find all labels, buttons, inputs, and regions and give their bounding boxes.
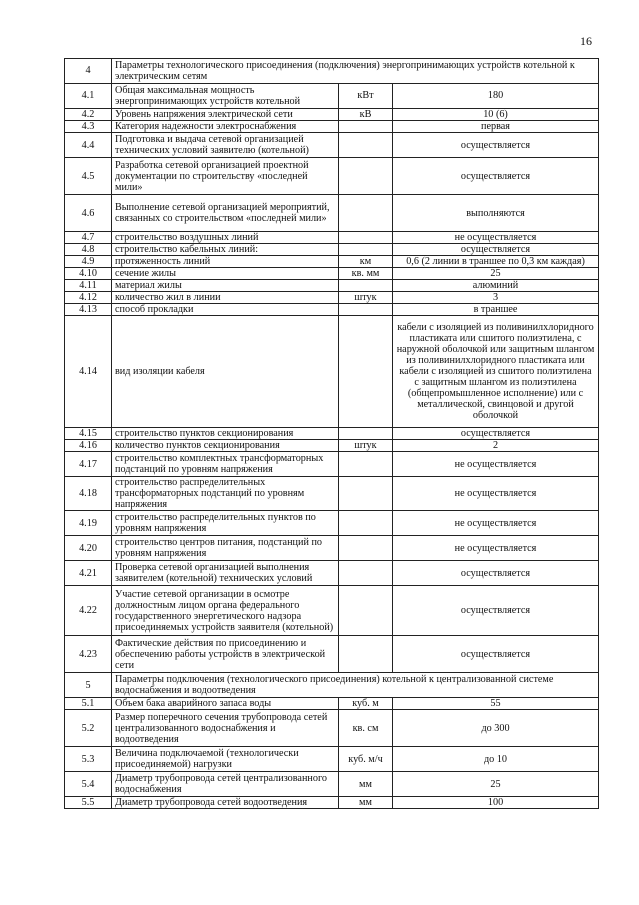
unit-of-measure (339, 195, 393, 232)
parameter-name: Категория надежности электроснабжения (112, 121, 339, 133)
table-row (65, 133, 599, 158)
page-number: 16 (580, 34, 592, 48)
parameter-value: осуществляется (393, 133, 599, 158)
parameter-value: осуществляется (393, 428, 599, 440)
row-number: 4.21 (65, 561, 112, 586)
row-number: 4.16 (65, 440, 112, 452)
row-number: 4.1 (65, 84, 112, 109)
parameter-name: Общая максимальная мощность энергопринимающих устройств котельной (112, 84, 339, 109)
table-row (65, 636, 599, 673)
unit-of-measure (339, 244, 393, 256)
parameter-name: вид изоляции кабеля (112, 316, 339, 428)
parameter-value: не осуществляется (393, 511, 599, 536)
parameter-value: выполняются (393, 195, 599, 232)
parameters-table-body (65, 59, 599, 809)
parameter-name: количество жил в линии (112, 292, 339, 304)
unit-of-measure (339, 636, 393, 673)
row-number: 4.11 (65, 280, 112, 292)
parameter-value: 0,6 (2 линии в траншее по 0,3 км каждая) (393, 256, 599, 268)
parameter-name: Подготовка и выдача сетевой организацией технических условий заявителю (котельной) (112, 133, 339, 158)
table-row (65, 797, 599, 809)
parameter-name: строительство комплектных трансформаторных подстанций по уровням напряжения (112, 452, 339, 477)
table-row (65, 244, 599, 256)
unit-of-measure: куб. м/ч (339, 747, 393, 772)
parameter-name: Уровень напряжения электрической сети (112, 109, 339, 121)
parameter-name: Размер поперечного сечения трубопровода сетей централизованного водоснабжения и водоотведения (112, 710, 339, 747)
parameter-name: Разработка сетевой организацией проектной документации по строительству «последней мили» (112, 158, 339, 195)
unit-of-measure: кв. см (339, 710, 393, 747)
section-title: Параметры подключения (технологического присоединения) котельной к централизованной системе водоснабжения и водоотведения (112, 673, 599, 698)
parameter-value: не осуществляется (393, 232, 599, 244)
parameter-value: 2 (393, 440, 599, 452)
section-row (65, 59, 599, 84)
row-number: 5.4 (65, 772, 112, 797)
parameter-name: Фактические действия по присоединению и обеспечению работы устройств в электрической сети (112, 636, 339, 673)
row-number: 4.9 (65, 256, 112, 268)
unit-of-measure (339, 158, 393, 195)
unit-of-measure: штук (339, 292, 393, 304)
parameter-name: материал жилы (112, 280, 339, 292)
row-number: 4.18 (65, 477, 112, 511)
table-row (65, 280, 599, 292)
row-number: 4.3 (65, 121, 112, 133)
row-number: 4.5 (65, 158, 112, 195)
row-number: 4.15 (65, 428, 112, 440)
section-row (65, 673, 599, 698)
row-number: 4.19 (65, 511, 112, 536)
table-row (65, 109, 599, 121)
parameter-name: Величина подключаемой (технологически присоединяемой) нагрузки (112, 747, 339, 772)
parameter-value: 55 (393, 698, 599, 710)
parameter-value: алюминий (393, 280, 599, 292)
row-number: 4.14 (65, 316, 112, 428)
table-row (65, 84, 599, 109)
parameter-value: не осуществляется (393, 452, 599, 477)
row-number: 4.17 (65, 452, 112, 477)
section-title: Параметры технологического присоединения (подключения) энергопринимающих устройств котельной к электрическим сетям (112, 59, 599, 84)
parameter-value: до 10 (393, 747, 599, 772)
table-row (65, 256, 599, 268)
parameter-name: способ прокладки (112, 304, 339, 316)
parameters-table (64, 58, 599, 809)
unit-of-measure: кв. мм (339, 268, 393, 280)
row-number: 4.2 (65, 109, 112, 121)
row-number: 4.12 (65, 292, 112, 304)
row-number: 5.3 (65, 747, 112, 772)
row-number: 5.5 (65, 797, 112, 809)
parameter-value: 100 (393, 797, 599, 809)
unit-of-measure: км (339, 256, 393, 268)
unit-of-measure: мм (339, 797, 393, 809)
table-row (65, 158, 599, 195)
row-number: 5.2 (65, 710, 112, 747)
parameter-value: осуществляется (393, 158, 599, 195)
table-row (65, 440, 599, 452)
parameter-value: кабели с изоляцией из поливинилхлоридного пластиката или сшитого полиэтилена, с наружной оболочкой или защитным шлангом из поливинилхлоридного пластиката или кабели с изоляцией из сшитого полиэтилена с защитным шлангом из полиэтилена (общепромышленное исполнение) или с металлической, свинцовой и другой оболочкой (393, 316, 599, 428)
parameter-value: первая (393, 121, 599, 133)
unit-of-measure: кВт (339, 84, 393, 109)
row-number: 4.22 (65, 586, 112, 636)
row-number: 4.10 (65, 268, 112, 280)
parameter-name: Участие сетевой организации в осмотре должностным лицом органа федерального государственного энергетического надзора присоединяемых устройств заявителя (котельной) (112, 586, 339, 636)
parameter-value: осуществляется (393, 586, 599, 636)
row-number: 4.6 (65, 195, 112, 232)
unit-of-measure (339, 232, 393, 244)
table-row (65, 292, 599, 304)
table-row (65, 710, 599, 747)
table-row (65, 316, 599, 428)
parameter-value: 25 (393, 772, 599, 797)
parameter-value: 10 (6) (393, 109, 599, 121)
parameter-name: строительство кабельных линий: (112, 244, 339, 256)
unit-of-measure (339, 304, 393, 316)
parameter-value: осуществляется (393, 244, 599, 256)
table-row (65, 121, 599, 133)
table-row (65, 304, 599, 316)
parameter-value: осуществляется (393, 561, 599, 586)
parameter-name: Диаметр трубопровода сетей централизованного водоснабжения (112, 772, 339, 797)
row-number: 4 (65, 59, 112, 84)
row-number: 4.20 (65, 536, 112, 561)
table-row (65, 452, 599, 477)
parameter-value: 180 (393, 84, 599, 109)
unit-of-measure (339, 428, 393, 440)
table-row (65, 195, 599, 232)
parameter-name: строительство воздушных линий (112, 232, 339, 244)
parameter-value: в траншее (393, 304, 599, 316)
parameter-value: осуществляется (393, 636, 599, 673)
unit-of-measure: кВ (339, 109, 393, 121)
parameter-name: сечение жилы (112, 268, 339, 280)
unit-of-measure (339, 133, 393, 158)
unit-of-measure (339, 477, 393, 511)
unit-of-measure (339, 536, 393, 561)
parameter-name: Выполнение сетевой организацией мероприятий, связанных со строительством «последней мили» (112, 195, 339, 232)
table-row (65, 698, 599, 710)
row-number: 4.8 (65, 244, 112, 256)
table-row (65, 477, 599, 511)
parameter-name: протяженность линий (112, 256, 339, 268)
parameter-value: не осуществляется (393, 536, 599, 561)
unit-of-measure (339, 452, 393, 477)
unit-of-measure (339, 280, 393, 292)
table-row (65, 428, 599, 440)
row-number: 5.1 (65, 698, 112, 710)
parameter-name: Диаметр трубопровода сетей водоотведения (112, 797, 339, 809)
parameter-value: 25 (393, 268, 599, 280)
unit-of-measure: штук (339, 440, 393, 452)
parameter-value: до 300 (393, 710, 599, 747)
row-number: 4.23 (65, 636, 112, 673)
table-row (65, 747, 599, 772)
row-number: 4.13 (65, 304, 112, 316)
table-row (65, 561, 599, 586)
table-row (65, 772, 599, 797)
unit-of-measure (339, 586, 393, 636)
table-row (65, 586, 599, 636)
unit-of-measure (339, 511, 393, 536)
unit-of-measure (339, 121, 393, 133)
unit-of-measure (339, 561, 393, 586)
table-row (65, 511, 599, 536)
parameter-name: строительство распределительных пунктов по уровням напряжения (112, 511, 339, 536)
parameter-name: Проверка сетевой организацией выполнения заявителем (котельной) технических условий (112, 561, 339, 586)
parameter-name: Объем бака аварийного запаса воды (112, 698, 339, 710)
row-number: 4.4 (65, 133, 112, 158)
parameter-name: строительство центров питания, подстанций по уровням напряжения (112, 536, 339, 561)
table-row (65, 536, 599, 561)
unit-of-measure (339, 316, 393, 428)
parameter-value: не осуществляется (393, 477, 599, 511)
table-row (65, 232, 599, 244)
unit-of-measure: мм (339, 772, 393, 797)
parameter-name: количество пунктов секционирования (112, 440, 339, 452)
row-number: 4.7 (65, 232, 112, 244)
row-number: 5 (65, 673, 112, 698)
parameter-value: 3 (393, 292, 599, 304)
parameter-name: строительство пунктов секционирования (112, 428, 339, 440)
parameter-name: строительство распределительных трансформаторных подстанций по уровням напряжения (112, 477, 339, 511)
unit-of-measure: куб. м (339, 698, 393, 710)
table-row (65, 268, 599, 280)
